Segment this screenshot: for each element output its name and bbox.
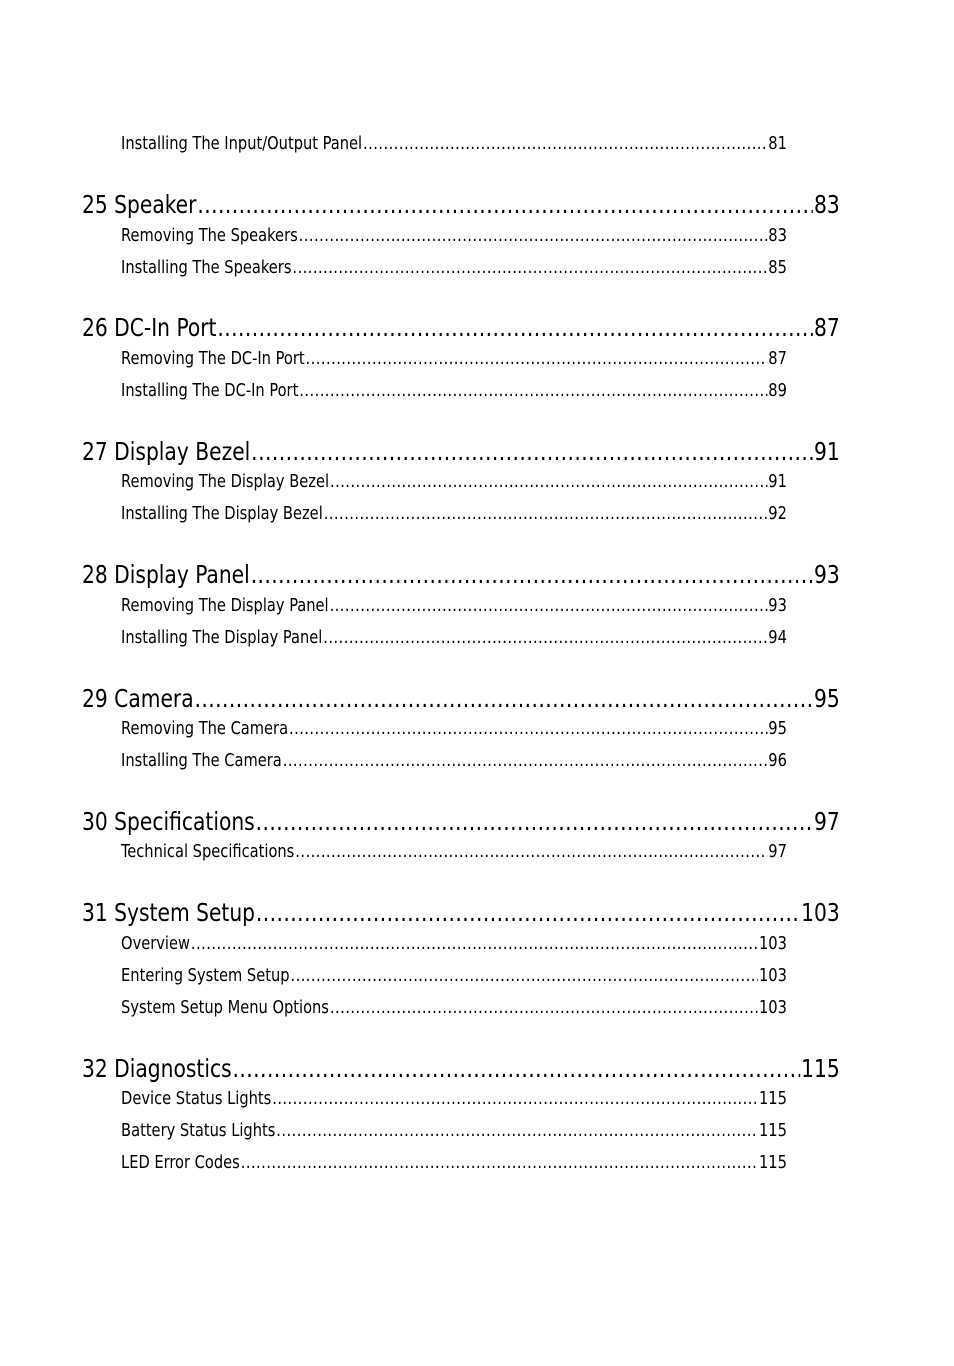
toc-chapter-page: 95 (814, 684, 840, 713)
dot-leader (251, 560, 813, 589)
dot-leader (195, 684, 814, 713)
dot-leader (272, 1089, 758, 1109)
toc-entry[interactable] (82, 751, 787, 771)
toc-entry-label: Removing The Speakers (121, 226, 298, 246)
dot-leader (256, 807, 814, 836)
toc-entry[interactable] (82, 1121, 787, 1141)
toc-entry[interactable] (82, 719, 787, 739)
toc-entry-page: 103 (758, 998, 787, 1018)
toc-chapter-page: 91 (814, 437, 840, 466)
toc-entry[interactable] (82, 504, 787, 524)
toc-entry-label: Removing The Display Panel (121, 596, 329, 616)
toc-chapter-label: 28 Display Panel (82, 560, 250, 589)
toc-entry-page: 115 (758, 1089, 787, 1109)
dot-leader (299, 381, 767, 401)
toc-entry[interactable] (82, 1089, 787, 1109)
toc-chapter[interactable] (82, 1054, 840, 1083)
toc-entry-label: Device Status Lights (121, 1089, 272, 1109)
toc-entry[interactable] (82, 596, 787, 616)
toc-entry-label: Overview (121, 934, 190, 954)
toc-entry[interactable] (82, 1153, 787, 1173)
toc-entry-label: LED Error Codes (121, 1153, 240, 1173)
toc-entry-page: 94 (768, 628, 787, 648)
toc-chapter-label: 27 Display Bezel (82, 437, 251, 466)
toc-chapter-label: 32 Diagnostics (82, 1054, 232, 1083)
toc-entry[interactable] (82, 628, 787, 648)
toc-entry[interactable] (82, 258, 787, 278)
dot-leader (306, 349, 768, 369)
dot-leader (330, 998, 758, 1018)
toc-chapter-page: 83 (814, 190, 840, 219)
toc-chapter[interactable] (82, 437, 840, 466)
toc-chapter-label: 26 DC-In Port (82, 313, 217, 342)
toc-entry-label: Installing The Input/Output Panel (121, 134, 363, 154)
dot-leader (290, 966, 758, 986)
toc-entry-label: Removing The Camera (121, 719, 289, 739)
dot-leader (233, 1054, 801, 1083)
dot-leader (295, 842, 767, 862)
dot-leader (256, 898, 800, 927)
dot-leader (299, 226, 768, 246)
dot-leader (283, 751, 768, 771)
toc-entry-page: 85 (768, 258, 787, 278)
toc-chapter[interactable] (82, 313, 840, 342)
toc-entry-label: Entering System Setup (121, 966, 290, 986)
toc-entry-page: 92 (768, 504, 787, 524)
toc-entry[interactable] (82, 966, 787, 986)
toc-entry[interactable] (82, 934, 787, 954)
toc-chapter[interactable] (82, 684, 840, 713)
toc-entry-label: Installing The Camera (121, 751, 282, 771)
toc-entry[interactable] (82, 472, 787, 492)
dot-leader (251, 437, 813, 466)
toc-entry-page: 103 (758, 966, 787, 986)
toc-chapter[interactable] (82, 807, 840, 836)
dot-leader (217, 313, 813, 342)
toc-entry[interactable] (82, 349, 787, 369)
toc-chapter-label: 31 System Setup (82, 898, 256, 927)
toc-chapter-page: 115 (801, 1054, 840, 1083)
toc-chapter-label: 25 Speaker (82, 190, 197, 219)
dot-leader (191, 934, 758, 954)
dot-leader (289, 719, 767, 739)
toc-entry-page: 115 (758, 1121, 787, 1141)
toc-entry[interactable] (82, 842, 787, 862)
toc-entry[interactable] (82, 998, 787, 1018)
toc-entry-page: 81 (768, 134, 787, 154)
dot-leader (323, 628, 767, 648)
toc-entry-page: 103 (758, 934, 787, 954)
toc-entry-page: 89 (768, 381, 787, 401)
toc-entry-label: Installing The Speakers (121, 258, 292, 278)
dot-leader (330, 596, 768, 616)
toc-entry[interactable] (82, 134, 787, 154)
dot-leader (276, 1121, 758, 1141)
toc-entry-label: Installing The Display Bezel (121, 504, 323, 524)
toc-entry-page: 83 (768, 226, 787, 246)
dot-leader (324, 504, 768, 524)
toc-chapter-page: 97 (814, 807, 840, 836)
toc-entry-page: 96 (768, 751, 787, 771)
toc-entry-label: Installing The DC-In Port (121, 381, 299, 401)
toc-chapter[interactable] (82, 560, 840, 589)
toc-entry-page: 93 (768, 596, 787, 616)
toc-entry[interactable] (82, 381, 787, 401)
toc-chapter-page: 87 (814, 313, 840, 342)
dot-leader (330, 472, 767, 492)
toc-chapter-page: 103 (801, 898, 840, 927)
toc-entry-page: 115 (758, 1153, 787, 1173)
toc-entry-page: 95 (768, 719, 787, 739)
toc-entry-label: Removing The Display Bezel (121, 472, 330, 492)
toc-chapter-label: 29 Camera (82, 684, 194, 713)
toc-entry-label: System Setup Menu Options (121, 998, 329, 1018)
toc-entry-label: Installing The Display Panel (121, 628, 323, 648)
toc-chapter-label: 30 Specifications (82, 807, 255, 836)
toc-entry-page: 91 (768, 472, 787, 492)
dot-leader (241, 1153, 758, 1173)
dot-leader (197, 190, 813, 219)
toc-chapter-page: 93 (814, 560, 840, 589)
toc-entry-label: Technical Specifications (121, 842, 295, 862)
toc-chapter[interactable] (82, 190, 840, 219)
dot-leader (363, 134, 767, 154)
toc-entry-page: 87 (768, 349, 787, 369)
toc-entry[interactable] (82, 226, 787, 246)
toc-entry-label: Removing The DC-In Port (121, 349, 305, 369)
toc-entry-page: 97 (768, 842, 787, 862)
toc-entry-label: Battery Status Lights (121, 1121, 276, 1141)
dot-leader (292, 258, 767, 278)
toc-chapter[interactable] (82, 898, 840, 927)
